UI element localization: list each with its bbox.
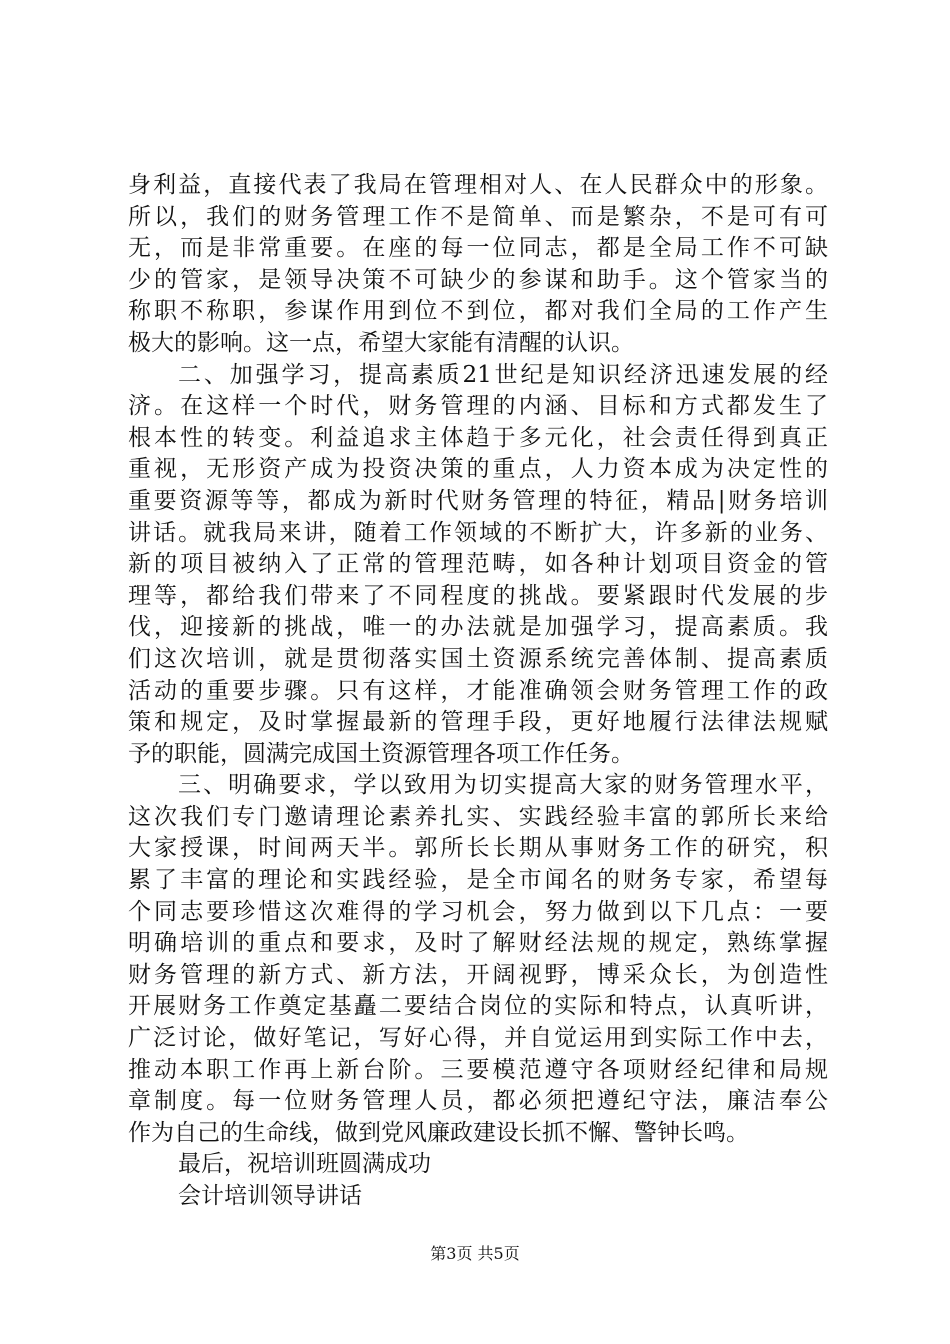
text-line: 明确培训的重点和要求，及时了解财经法规的规定，熟练掌握 [128, 930, 828, 957]
text-line: 章制度。每一位财务管理人员，都必须把遵纪守法，廉洁奉公 [128, 1088, 828, 1115]
page-number-footer: 第3页 共5页 [430, 1244, 520, 1263]
text-line: 少的管家，是领导决策不可缺少的参谋和助手。这个管家当的 [128, 266, 828, 293]
text-line: 所以，我们的财务管理工作不是简单、而是繁杂，不是可有可 [128, 203, 828, 230]
text-line: 身利益，直接代表了我局在管理相对人、在人民群众中的形象。 [128, 172, 828, 198]
text-line: 累了丰富的理论和实践经验，是全市闻名的财务专家，希望每 [128, 867, 828, 894]
text-line: 济。在这样一个时代，财务管理的内涵、目标和方式都发生了 [128, 393, 828, 420]
text-line: 策和规定，及时掌握最新的管理手段，更好地履行法律法规赋 [128, 709, 828, 736]
text-line: 们这次培训，就是贯彻落实国土资源系统完善体制、提高素质 [128, 645, 828, 672]
text-line: 予的职能，圆满完成国土资源管理各项工作任务。 [128, 740, 634, 767]
text-line: 重要资源等等，都成为新时代财务管理的特征，精品|财务培训 [128, 487, 828, 514]
text-line: 新的项目被纳入了正常的管理范畴，如各种计划项目资金的管 [128, 551, 828, 578]
text-line: 极大的影响。这一点，希望大家能有清醒的认识。 [128, 329, 634, 356]
text-line: 讲话。就我局来讲，随着工作领域的不断扩大，许多新的业务、 [128, 519, 828, 546]
text-line: 无，而是非常重要。在座的每一位同志，都是全局工作不可缺 [128, 235, 828, 262]
section-heading-line: 二、加强学习，提高素质21世纪是知识经济迅速发展的经 [178, 361, 828, 388]
text-line: 这次我们专门邀请理论素养扎实、实践经验丰富的郭所长来给 [128, 803, 828, 830]
section-heading-line: 三、明确要求，学以致用为切实提高大家的财务管理水平， [178, 772, 828, 799]
text-line: 开展财务工作奠定基矗二要结合岗位的实际和特点，认真听讲， [128, 993, 828, 1020]
text-line: 根本性的转变。利益追求主体趋于多元化，社会责任得到真正 [128, 424, 828, 451]
text-line: 作为自己的生命线，做到党风廉政建设长抓不懈、警钟长鸣。 [128, 1119, 749, 1146]
closing-line: 最后，祝培训班圆满成功 [178, 1151, 431, 1178]
section-title-line: 会计培训领导讲话 [178, 1183, 362, 1209]
text-line: 理等，都给我们带来了不同程度的挑战。要紧跟时代发展的步 [128, 582, 828, 609]
body-text [128, 170, 828, 1213]
text-line: 财务管理的新方式、新方法，开阔视野，博采众长，为创造性 [128, 961, 828, 988]
text-line: 活动的重要步骤。只有这样，才能准确领会财务管理工作的政 [128, 677, 828, 704]
text-line: 广泛讨论，做好笔记，写好心得，并自觉运用到实际工作中去， [128, 1025, 828, 1052]
text-line: 重视，无形资产成为投资决策的重点，人力资本成为决定性的 [128, 456, 828, 483]
text-line: 大家授课，时间两天半。郭所长长期从事财务工作的研究，积 [128, 835, 828, 862]
text-line: 称职不称职，参谋作用到位不到位，都对我们全局的工作产生 [128, 298, 828, 325]
text-line: 推动本职工作再上新台阶。三要模范遵守各项财经纪律和局规 [128, 1056, 828, 1083]
text-line: 伐，迎接新的挑战，唯一的办法就是加强学习，提高素质。我 [128, 614, 828, 641]
text-line: 个同志要珍惜这次难得的学习机会，努力做到以下几点：一要 [128, 898, 828, 925]
